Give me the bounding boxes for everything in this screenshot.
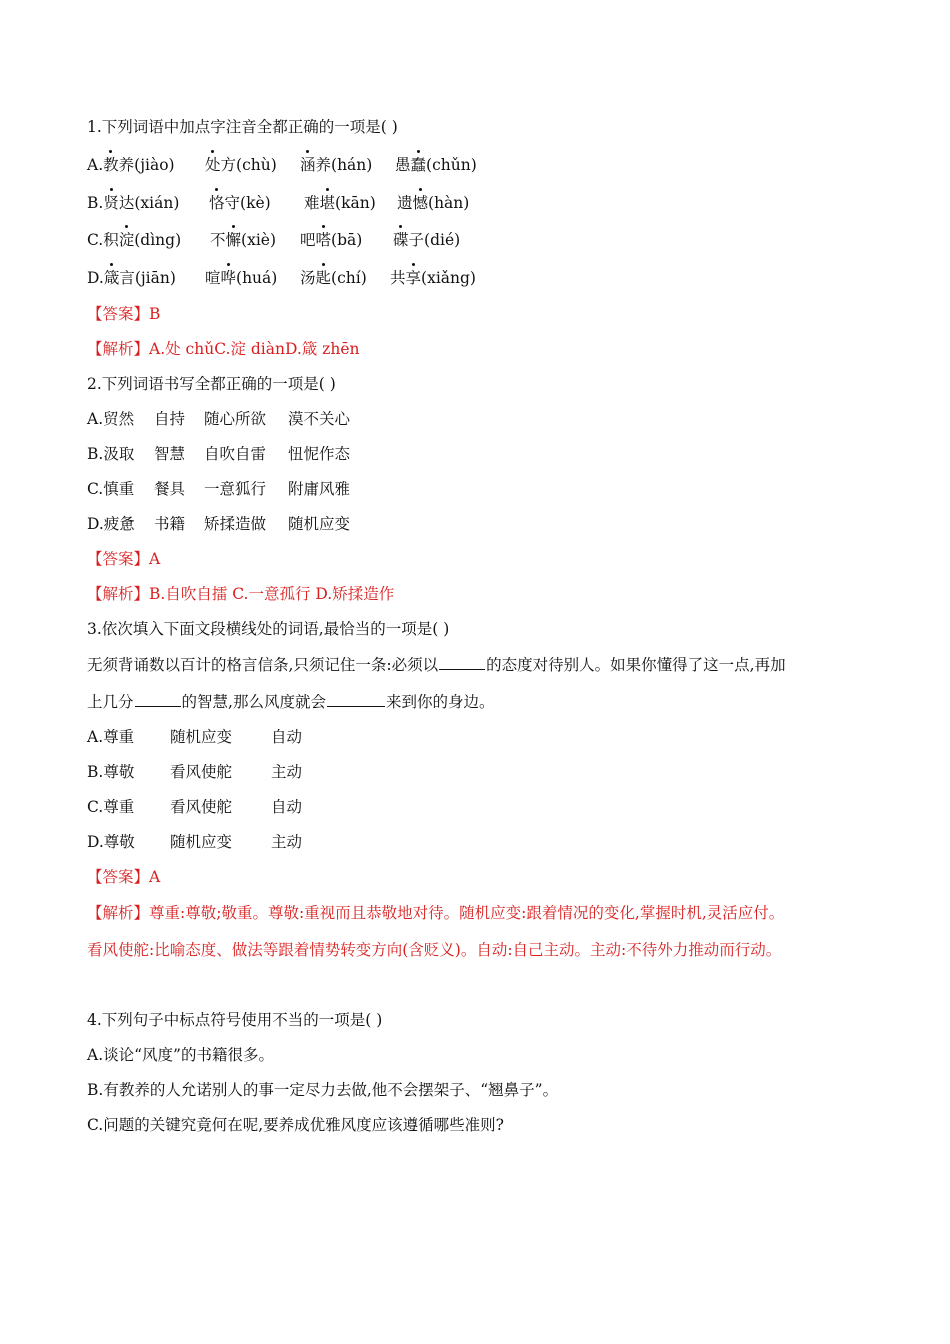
emphasis-dot-char: 堪 [319, 194, 336, 212]
q3-d-2: 随机应变 [170, 833, 233, 851]
q3-blank-1 [439, 655, 485, 670]
emphasis-dot-char: 涵 [300, 156, 316, 174]
q1-analysis: 【解析】A.处 chǔC.淀 diànD.箴 zhēn [87, 340, 360, 358]
emphasis-dot-char: 嗒 [315, 231, 332, 249]
q2-d-2: 书籍 [154, 515, 186, 533]
q1-c-4: 碟子(dié) [393, 231, 461, 249]
q1-a-3: 涵养(hán) [300, 156, 373, 174]
q3-a-3: 自动 [271, 728, 303, 746]
q2-d-1: D.疲惫 [87, 515, 135, 533]
q1-b-3: 难堪(kān) [304, 194, 376, 212]
q1-b-2: 恪守(kè) [209, 194, 271, 212]
q1-d-1: D.箴言(jiān) [87, 269, 176, 287]
q3-b-1: B.尊敬 [87, 763, 135, 781]
q3-passage-line2 [87, 692, 494, 712]
q2-a-1: A.贸然 [87, 410, 135, 428]
q1-d-3: 汤匙(chí) [300, 269, 367, 287]
q3-c-3: 自动 [271, 798, 303, 816]
q2-analysis: 【解析】B.自吹自擂 C.一意孤行 D.矫揉造作 [87, 585, 395, 603]
emphasis-dot-char: 恪 [209, 194, 225, 212]
q1-d-2: 喧哗(huá) [205, 269, 278, 287]
q3-b-2: 看风使舵 [170, 763, 233, 781]
q1-stem: 1.下列词语中加点字注音全都正确的一项是( ) [87, 118, 398, 136]
q4-option-a: A.谈论“风度”的书籍很多。 [87, 1046, 274, 1064]
q3-b-3: 主动 [271, 763, 303, 781]
q1-a-1: A.教养(jiào) [87, 156, 175, 174]
emphasis-dot-char: 处 [205, 156, 221, 174]
q2-c-2: 餐具 [154, 480, 186, 498]
emphasis-dot-char: 享 [405, 269, 422, 287]
q3-analysis-line2: 看风使舵:比喻态度、做法等跟着情势转变方向(含贬义)。自动:自己主动。主动:不待外力推动而行动。 [87, 941, 782, 959]
q2-a-4: 漠不关心 [288, 410, 351, 428]
q2-a-3: 随心所欲 [204, 410, 267, 428]
q2-b-3: 自吹自雷 [204, 445, 267, 463]
emphasis-dot-char: 贤 [103, 194, 119, 212]
emphasis-dot-char: 淀 [118, 231, 135, 249]
q1-answer: 【答案】B [87, 305, 161, 323]
q2-c-4: 附庸风雅 [288, 480, 351, 498]
q3-passage-2c: 来到你的身边。 [385, 693, 495, 711]
q2-b-4: 忸怩作态 [288, 445, 351, 463]
q1-a-2: 处方(chù) [205, 156, 277, 174]
q1-b-1: B.贤达(xián) [87, 194, 180, 212]
q3-passage-1b: 的态度对待别人。如果你懂得了这一点,再加 [486, 656, 786, 674]
q4-option-c: C.问题的关键究竟何在呢,要养成优雅风度应该遵循哪些准则? [87, 1116, 504, 1134]
q3-passage-2b: 的智慧,那么风度就会 [181, 693, 326, 711]
emphasis-dot-char: 蠢 [410, 156, 427, 174]
q1-c-1: C.积淀(dìng) [87, 231, 182, 249]
q3-blank-2 [135, 692, 181, 707]
q1-c-3: 吧嗒(bā) [300, 231, 363, 249]
q4-option-b: B.有教养的人允诺别人的事一定尽力去做,他不会摆架子、“翘鼻子”。 [87, 1081, 559, 1099]
q1-d-4: 共享(xiǎng) [390, 269, 476, 287]
q3-passage-2a: 上几分 [87, 693, 134, 711]
q3-d-1: D.尊敬 [87, 833, 135, 851]
q2-c-1: C.慎重 [87, 480, 135, 498]
emphasis-dot-char: 箴 [103, 269, 120, 287]
q3-stem: 3.依次填入下面文段横线处的词语,最恰当的一项是( ) [87, 620, 450, 638]
q2-b-1: B.汲取 [87, 445, 135, 463]
emphasis-dot-char: 碟 [393, 231, 409, 249]
q4-stem: 4.下列句子中标点符号使用不当的一项是( ) [87, 1011, 383, 1029]
q1-a-4: 愚蠢(chǔn) [395, 156, 477, 174]
q2-a-2: 自持 [154, 410, 186, 428]
q2-d-3: 矫揉造做 [204, 515, 267, 533]
emphasis-dot-char: 哗 [220, 269, 237, 287]
q1-c-2: 不懈(xiè) [210, 231, 276, 249]
emphasis-dot-char: 匙 [315, 269, 332, 287]
q3-passage-1a: 无须背诵数以百计的格言信条,只须记住一条:必须以 [87, 656, 439, 674]
q3-a-2: 随机应变 [170, 728, 233, 746]
q2-d-4: 随机应变 [288, 515, 351, 533]
q3-answer: 【答案】A [87, 868, 161, 886]
q3-d-3: 主动 [271, 833, 303, 851]
q2-answer: 【答案】A [87, 550, 161, 568]
q2-stem: 2.下列词语书写全都正确的一项是( ) [87, 375, 336, 393]
q3-passage-line1 [87, 655, 786, 675]
q3-blank-3 [327, 692, 385, 707]
q1-b-4: 遗憾(hàn) [397, 194, 470, 212]
q2-c-3: 一意狐行 [204, 480, 267, 498]
emphasis-dot-char: 憾 [412, 194, 429, 212]
q3-c-1: C.尊重 [87, 798, 135, 816]
q3-a-1: A.尊重 [87, 728, 135, 746]
emphasis-dot-char: 教 [103, 156, 119, 174]
q2-b-2: 智慧 [154, 445, 186, 463]
q3-analysis-line1: 【解析】尊重:尊敬;敬重。尊敬:重视而且恭敬地对待。随机应变:跟着情况的变化,掌握时机,灵活应付。 [87, 904, 785, 922]
q3-c-2: 看风使舵 [170, 798, 233, 816]
emphasis-dot-char: 懈 [225, 231, 242, 249]
